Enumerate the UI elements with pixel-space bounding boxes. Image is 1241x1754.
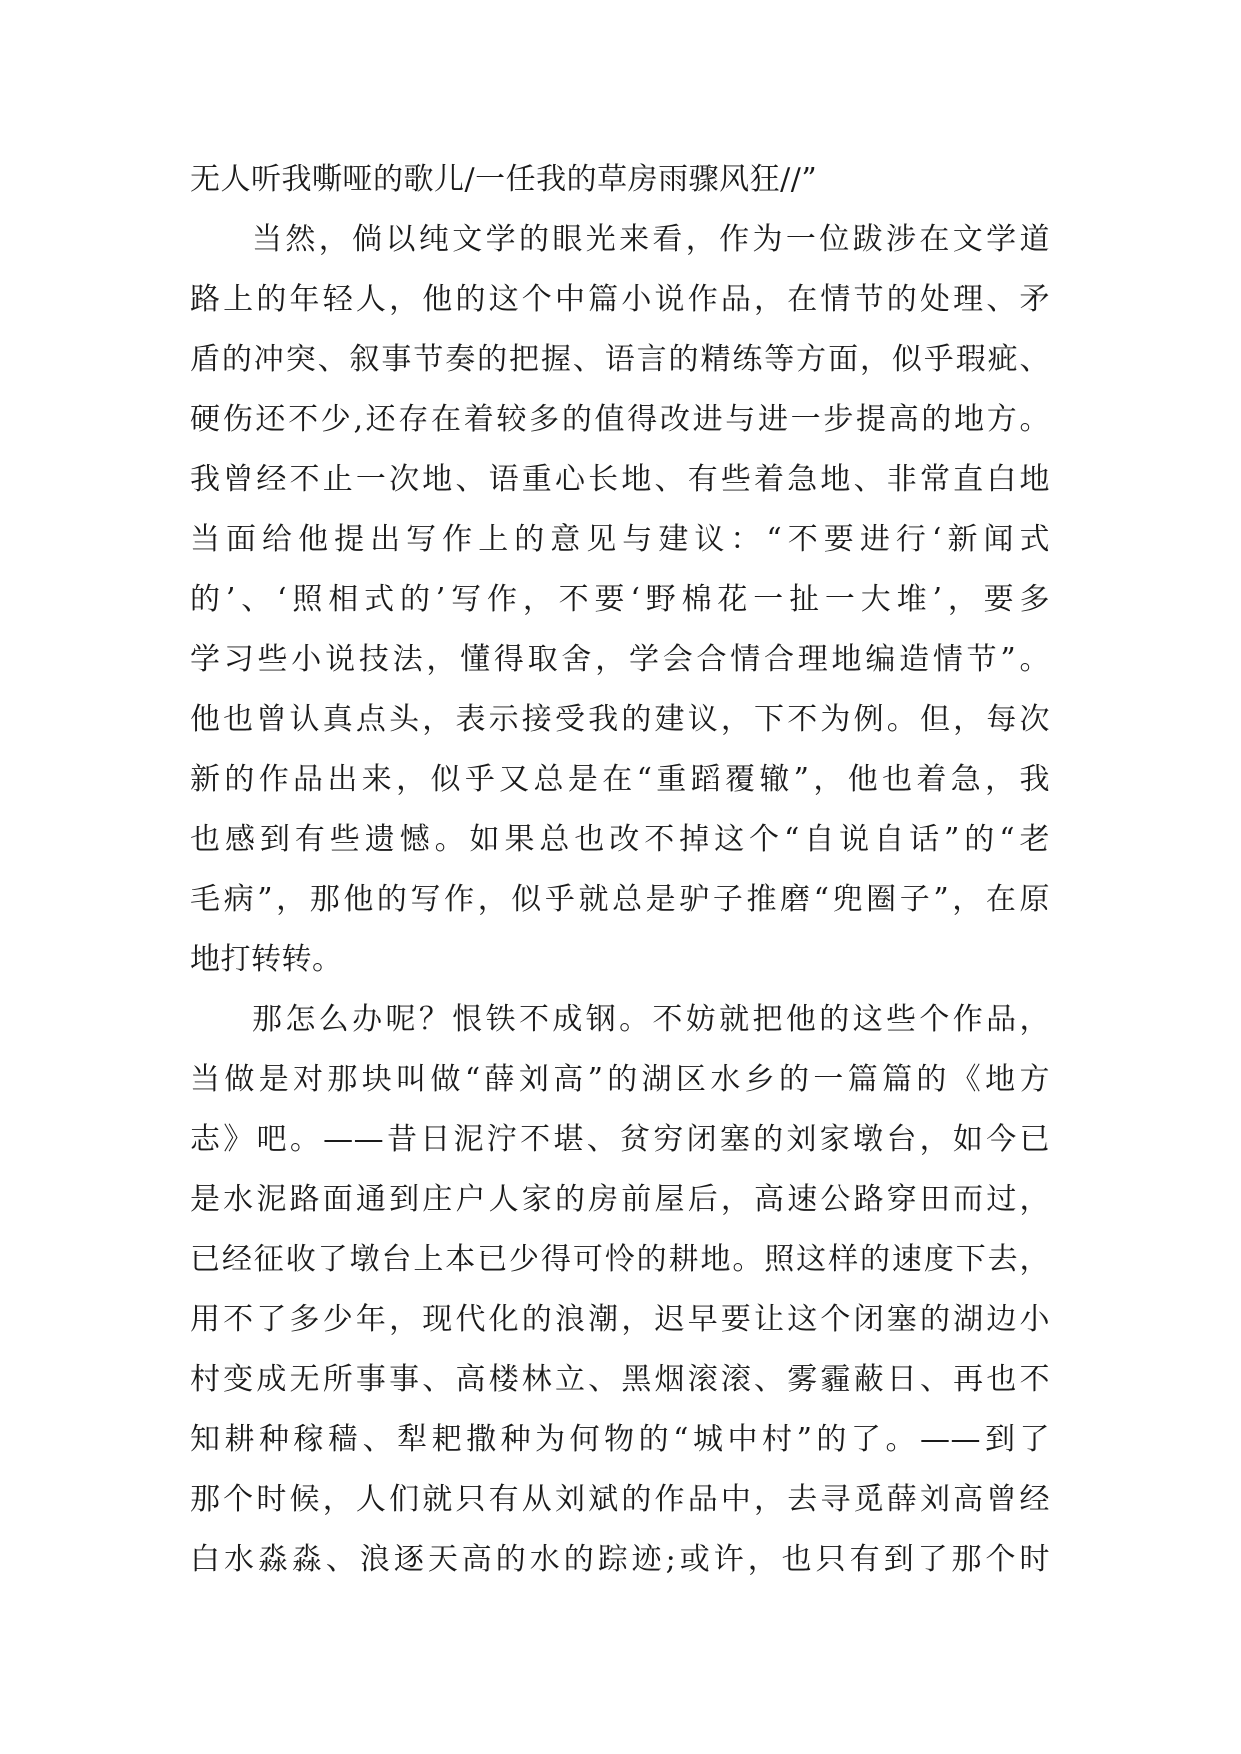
text-line: 他也曾认真点头，表示接受我的建议，下不为例。但，每次 <box>190 702 1050 737</box>
text-line: 那怎么办呢？恨铁不成钢。不妨就把他的这些个作品， <box>252 1002 1050 1037</box>
text-line: 用不了多少年，现代化的浪潮，迟早要让这个闭塞的湖边小 <box>190 1302 1050 1337</box>
text-line: 村变成无所事事、高楼林立、黑烟滚滚、雾霾蔽日、再也不 <box>190 1362 1050 1397</box>
text-line: 当做是对那块叫做“薛刘高”的湖区水乡的一篇篇的《地方 <box>190 1062 1050 1097</box>
text-line: 知耕种稼穑、犁耙撒种为何物的“城中村”的了。——到了 <box>190 1422 1050 1457</box>
text-line: 那个时候，人们就只有从刘斌的作品中，去寻觅薛刘高曾经 <box>190 1482 1050 1517</box>
text-line: 志》吧。——昔日泥泞不堪、贫穷闭塞的刘家墩台，如今已 <box>190 1122 1050 1157</box>
text-line: 已经征收了墩台上本已少得可怜的耕地。照这样的速度下去， <box>190 1242 1050 1277</box>
text-line: 学习些小说技法，懂得取舍，学会合情合理地编造情节”。 <box>190 642 1050 677</box>
text-line: 我曾经不止一次地、语重心长地、有些着急地、非常直白地 <box>190 462 1050 497</box>
text-line: 无人听我嘶哑的歌儿/一任我的草房雨骤风狂//” <box>190 162 818 197</box>
text-line: 白水淼淼、浪逐天高的水的踪迹;或许，也只有到了那个时 <box>190 1542 1050 1577</box>
text-line: 毛病”，那他的写作，似乎就总是驴子推磨“兜圈子”，在原 <box>190 882 1050 917</box>
body-text <box>190 150 1050 1590</box>
text-line: 硬伤还不少,还存在着较多的值得改进与进一步提高的地方。 <box>190 402 1050 437</box>
text-line: 当然，倘以纯文学的眼光来看，作为一位跋涉在文学道 <box>252 222 1050 257</box>
text-line: 也感到有些遗憾。如果总也改不掉这个“自说自话”的“老 <box>190 822 1050 857</box>
text-line: 是水泥路面通到庄户人家的房前屋后，高速公路穿田而过， <box>190 1182 1050 1217</box>
text-line: 盾的冲突、叙事节奏的把握、语言的精练等方面，似乎瑕疵、 <box>190 342 1050 377</box>
text-line: 新的作品出来，似乎又总是在“重蹈覆辙”，他也着急，我 <box>190 762 1050 797</box>
text-line: 当面给他提出写作上的意见与建议：“不要进行‘新闻式 <box>190 522 1050 557</box>
text-line: 路上的年轻人，他的这个中篇小说作品，在情节的处理、矛 <box>190 282 1050 317</box>
text-line: 地打转转。 <box>190 942 343 977</box>
text-line: 的’、‘照相式的’写作，不要‘野棉花一扯一大堆’，要多 <box>190 582 1050 617</box>
